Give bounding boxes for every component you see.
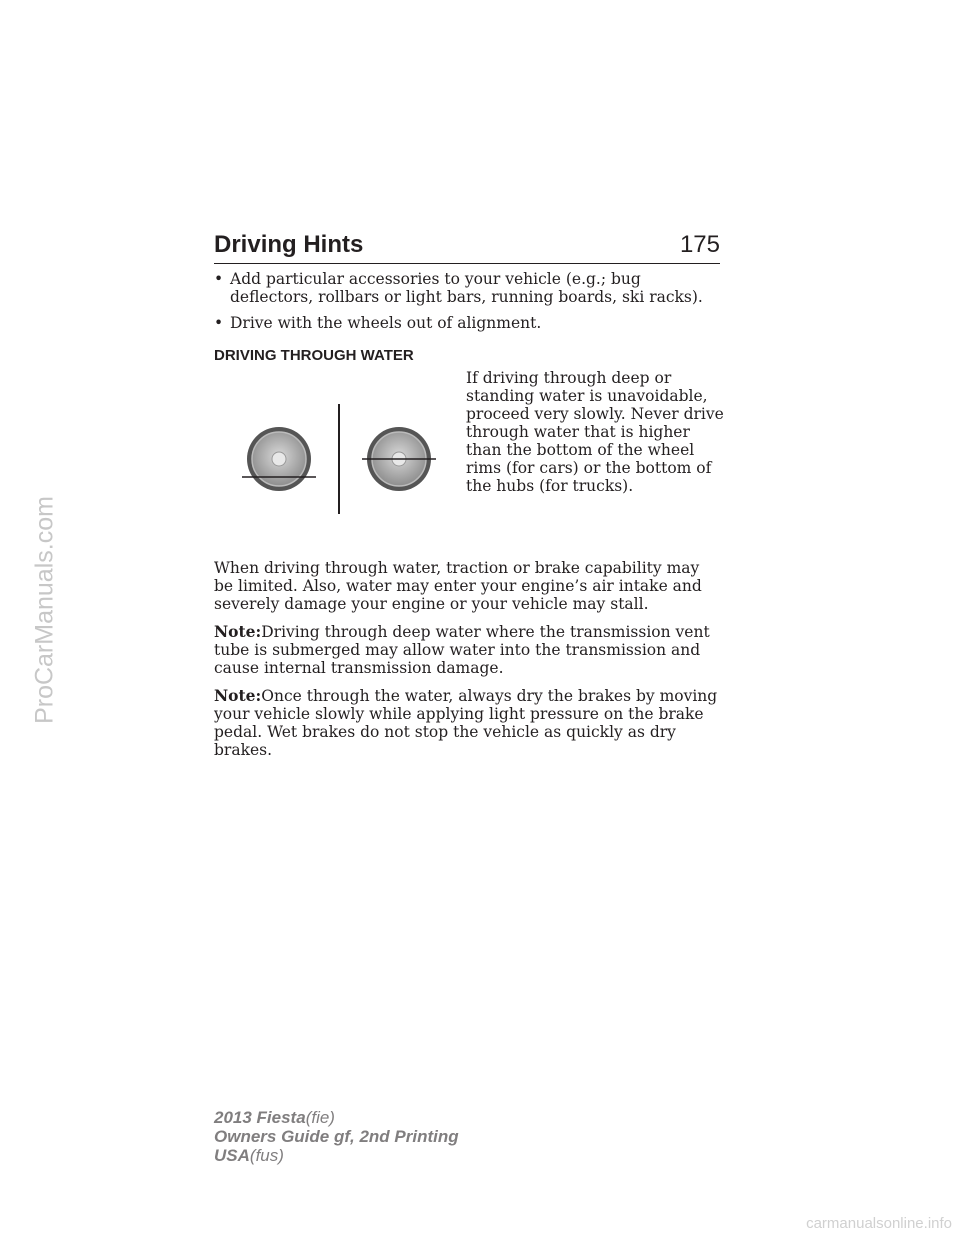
water-intro-text: If driving through deep or standing water is unavoidable, proceed very slowly. Never drive through water that is higher than the bottom of the wheel rims (for cars) or the bottom of the hubs (for trucks). — [466, 369, 724, 495]
page-header — [214, 225, 720, 264]
footer-region-code: (fus) — [249, 1146, 284, 1165]
note-text: Driving through deep water where the transmission vent tube is submerged may allow water into the transmission and cause internal transmission damage. — [214, 623, 710, 677]
note-label: Note: — [214, 686, 262, 705]
footer-region: USA — [214, 1146, 250, 1165]
bullet-item — [214, 314, 720, 332]
section-heading: DRIVING THROUGH WATER — [214, 347, 414, 364]
watermark-text: ProCarManuals.com — [30, 496, 59, 724]
footer-guide: Owners Guide gf, 2nd Printing — [214, 1127, 459, 1146]
water-depth-figure — [234, 399, 464, 519]
bullet-text: Add particular accessories to your vehicle (e.g.; bug deflectors, rollbars or light bars, running boards, ski racks). — [230, 270, 703, 306]
water-paragraph: When driving through water, traction or brake capability may be limited. Also, water may enter your engine’s air intake and severely damage your engine or your vehicle may stall. — [214, 559, 702, 613]
wheel-water-hub-icon — [362, 427, 436, 491]
side-watermark — [28, 330, 62, 890]
footer-model-code: (fie) — [305, 1108, 335, 1127]
water-block — [214, 369, 724, 549]
footer-model: 2013 Fiesta — [214, 1108, 306, 1127]
site-watermark: carmanualsonline.info — [806, 1215, 952, 1232]
wheel-water-rim-icon — [242, 427, 316, 491]
page-title: Driving Hints — [214, 231, 364, 258]
bullet-item — [214, 270, 720, 306]
note-block — [214, 623, 720, 677]
page-body — [214, 270, 724, 759]
bullet-text: Drive with the wheels out of alignment. — [230, 314, 542, 332]
bullet-dot: • — [214, 270, 224, 288]
note-block — [214, 687, 720, 759]
note-label: Note: — [214, 622, 262, 641]
bullet-dot: • — [214, 314, 224, 332]
note-text: Once through the water, always dry the brakes by moving your vehicle slowly while applying light pressure on the brake pedal. Wet brakes do not stop the vehicle as quickly as dry brakes. — [214, 687, 718, 759]
page-footer — [214, 1108, 459, 1165]
page-number: 175 — [679, 231, 720, 258]
